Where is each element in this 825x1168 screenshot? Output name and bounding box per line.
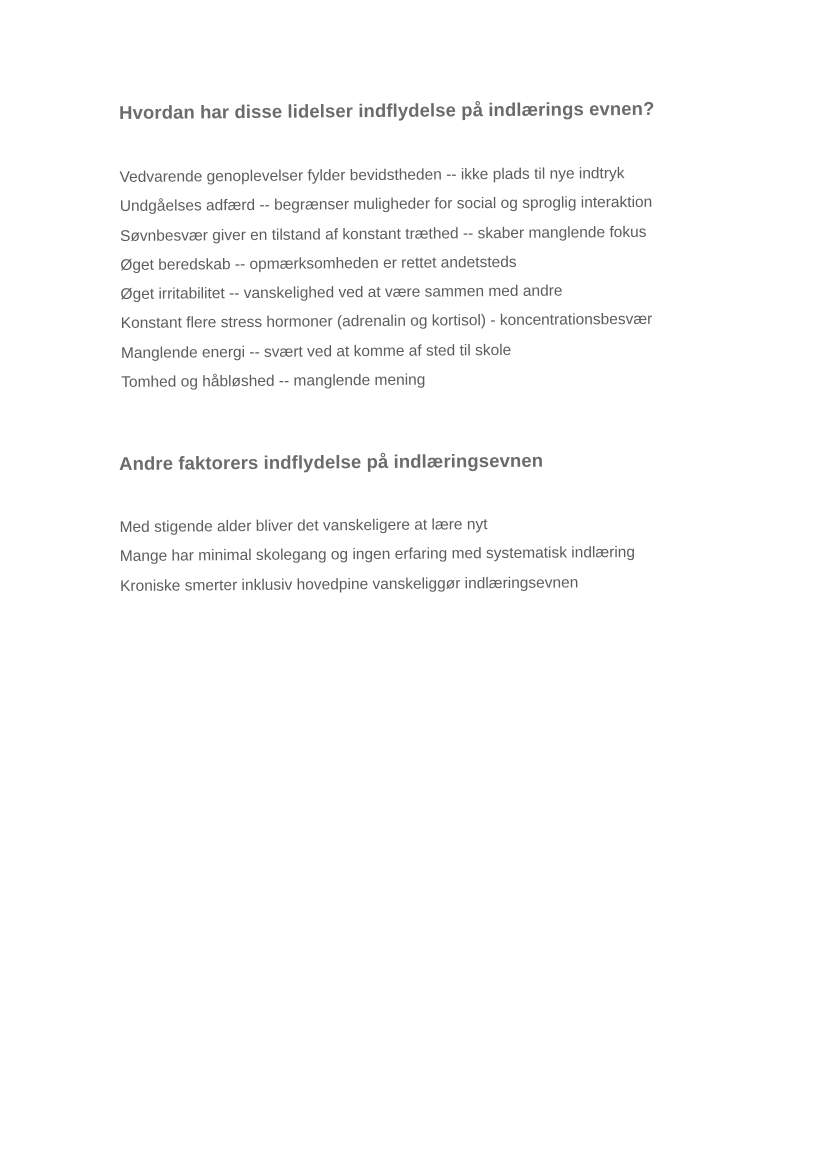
list-item: Øget beredskab -- opmærksomheden er rettet andetsteds (120, 253, 517, 274)
list-item: Øget irritabilitet -- vanskelighed ved at være sammen med andre (120, 282, 563, 304)
impact-list (119, 158, 721, 397)
list-item: Vedvarende genoplevelser fylder bevidstheden -- ikke plads til nye indtryk (119, 165, 625, 186)
section-heading: Andre faktorers indflydelse på indlæringsevnen (119, 449, 544, 474)
list-item: Med stigende alder bliver det vanskeligere at lære nyt (119, 516, 488, 536)
learning-impact-section (119, 96, 721, 397)
list-item: Søvnbesvær giver en tilstand af konstant træthed -- skaber manglende fokus (119, 223, 647, 245)
section-heading: Hvordan har disse lidelser indflydelse på indlærings evnen? (119, 97, 655, 123)
list-item: Mange har minimal skolegang og ingen erfaring med systematisk indlæring (119, 544, 636, 566)
list-item: Tomhed og håbløshed -- manglende mening (121, 371, 426, 392)
factors-list (119, 508, 720, 601)
list-item: Undgåelses adfærd -- begrænser muligheder for social og sproglig interaktion (119, 194, 653, 216)
list-item: Kroniske smerter inklusiv hovedpine vanskeliggør indlæringsevnen (119, 573, 579, 595)
list-item: Konstant flere stress hormoner (adrenalin og kortisol) - koncentrationsbesvær (120, 311, 653, 333)
other-factors-section (119, 447, 720, 601)
list-item: Manglende energi -- svært ved at komme af sted til skole (120, 341, 512, 362)
